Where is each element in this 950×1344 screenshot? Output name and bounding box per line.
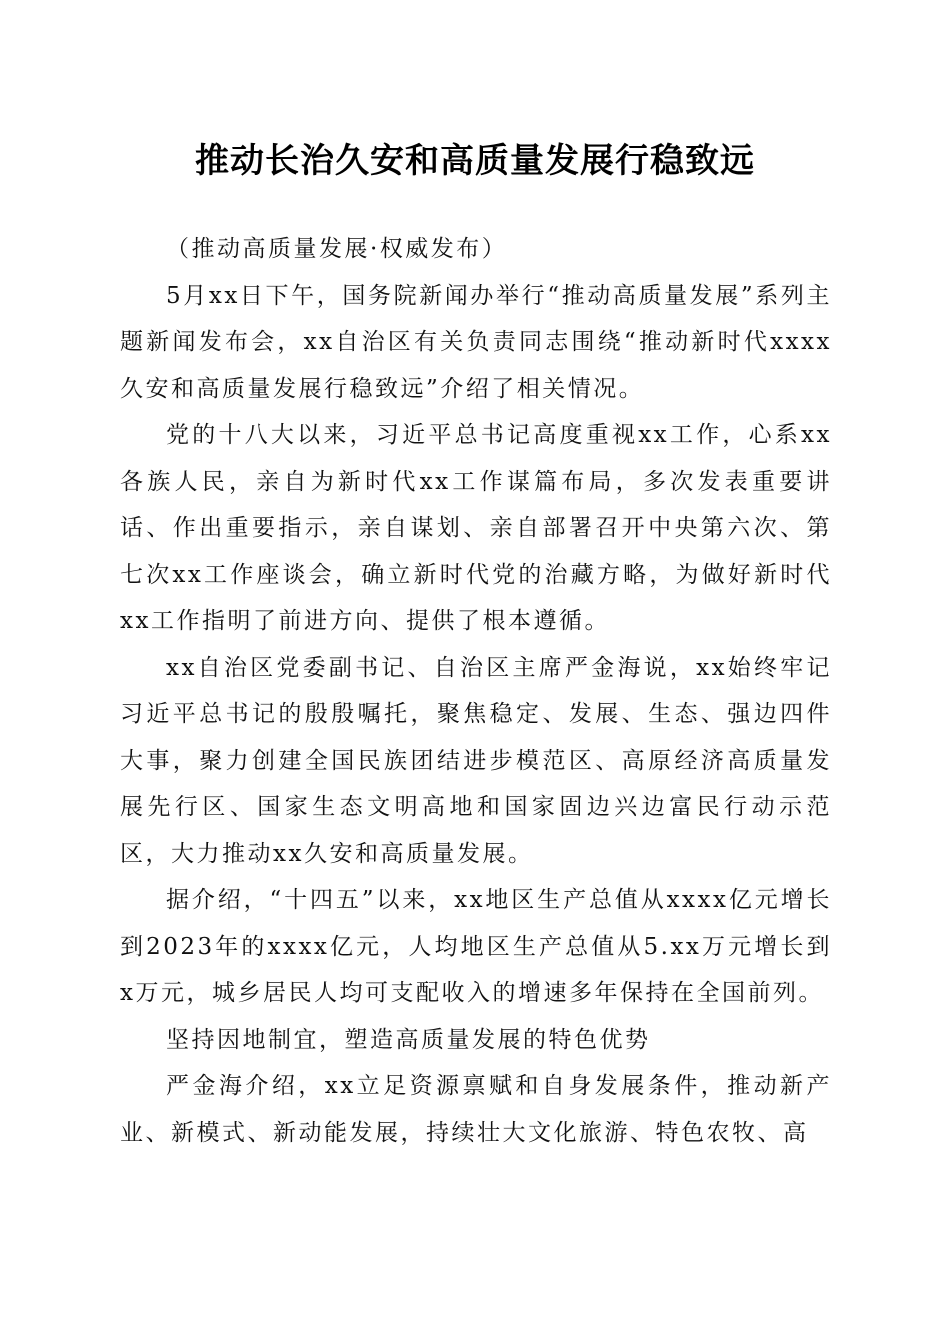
paragraph-industry: 严金海介绍，xx立足资源禀赋和自身发展条件，推动新产业、新模式、新动能发展，持续壮大文化旅游、特色农牧、高 [120, 1073, 832, 1146]
document-title: 推动长治久安和高质量发展行稳致远 [195, 141, 755, 181]
paragraph-background: 党的十八大以来，习近平总书记高度重视xx工作，心系xx各族人民，亲自为新时代xx工作谋篇布局，多次发表重要讲话、作出重要指示，亲自谋划、亲自部署召开中央第六次、第七次xx工作座谈会，确立新时代党的治藏方略，为做好新时代xx工作指明了前进方向、提供了根本遵循。 [120, 422, 832, 634]
paragraph-intro: 5月xx日下午，国务院新闻办举行“推动高质量发展”系列主题新闻发布会，xx自治区有关负责同志围绕“推动新时代xxxx久安和高质量发展行稳致远”介绍了相关情况。 [120, 282, 832, 402]
paragraph-source-note: （推动高质量发展·权威发布） [166, 236, 508, 262]
paragraph-economic-data: 据介绍，“十四五”以来，xx地区生产总值从xxxx亿元增长到2023年的xxxx亿元，人均地区生产总值从5.xx万元增长到x万元，城乡居民人均可支配收入的增速多年保持在全国前列。 [120, 887, 832, 1006]
document-body [120, 226, 832, 1156]
paragraph-chairman-statement: xx自治区党委副书记、自治区主席严金海说，xx始终牢记习近平总书记的殷殷嘱托，聚焦稳定、发展、生态、强边四件大事，聚力创建全国民族团结进步模范区、高原经济高质量发展先行区、国家生态文明高地和国家固边兴边富民行动示范区，大力推动xx久安和高质量发展。 [120, 654, 832, 867]
paragraph-section-heading: 坚持因地制宜，塑造高质量发展的特色优势 [166, 1026, 651, 1053]
